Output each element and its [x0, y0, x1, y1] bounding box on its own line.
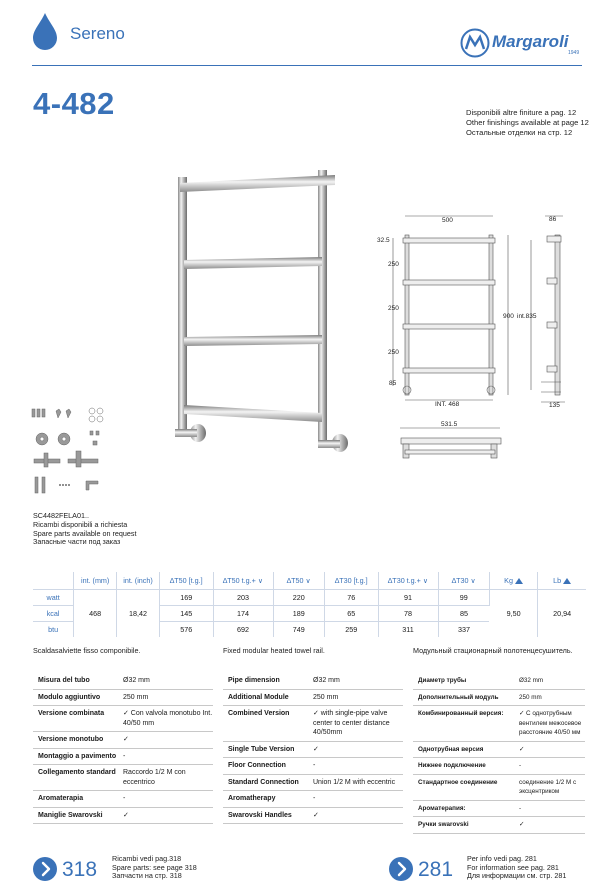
spare-parts-line: Ricambi disponibili a richiesta	[33, 519, 128, 529]
info-page-link[interactable]	[389, 857, 413, 881]
spec-key: Swarovski Handles	[223, 807, 307, 824]
column-header: ∆T30 [t.g.]	[324, 572, 378, 589]
spare-parts-reference	[112, 855, 197, 881]
brand-name: Margaroli	[492, 32, 569, 51]
table-cell: 169	[159, 589, 213, 605]
table-row	[413, 689, 585, 706]
water-drop-icon	[30, 12, 60, 50]
spec-value: Ø32 mm	[513, 673, 585, 689]
spare-parts-illustration	[30, 405, 120, 495]
table-cell: 749	[273, 621, 324, 637]
column-header: ∆T50 [t.g.]	[159, 572, 213, 589]
info-page-number[interactable]: 281	[418, 858, 454, 881]
dim-top-gap: 32.5	[377, 237, 390, 244]
table-row	[223, 791, 403, 808]
spec-table-it	[33, 673, 213, 824]
column-header: int. (mm)	[74, 572, 117, 589]
spec-value: -	[117, 748, 213, 765]
table-row	[223, 706, 403, 742]
spec-value: 250 mm	[117, 689, 213, 706]
spec-value: Ø32 mm	[117, 673, 213, 689]
towel-rail-photo	[170, 165, 360, 465]
spec-value: ✓	[513, 741, 585, 758]
lb-cell: 20,94	[538, 589, 586, 637]
table-row	[33, 673, 213, 689]
spec-key: Single Tube Version	[223, 741, 307, 758]
table-row	[223, 689, 403, 706]
dim-height: 900	[503, 313, 514, 320]
spec-key: Комбинированный версия:	[413, 706, 513, 742]
spec-key: Aromaterapia	[33, 791, 117, 808]
spec-value: соединение 1/2 M с эксцентриком	[513, 774, 585, 800]
table-cell: 145	[159, 605, 213, 621]
table-cell: 220	[273, 589, 324, 605]
spec-key: Additional Module	[223, 689, 307, 706]
spec-value: -	[117, 791, 213, 808]
top-technical-drawing	[395, 420, 505, 465]
table-row	[413, 706, 585, 742]
spec-key: Ручки swarovski	[413, 817, 513, 834]
spec-value: -	[307, 791, 403, 808]
column-header	[33, 572, 74, 589]
table-row	[413, 758, 585, 775]
spec-key: Montaggio a pavimento	[33, 748, 117, 765]
spec-key: Pipe dimension	[223, 673, 307, 689]
performance-table	[33, 572, 586, 637]
spec-title-ru: Модульный стационарный полотенцесушитель.	[413, 646, 573, 655]
lb-label: Lb	[553, 575, 562, 585]
table-row	[223, 758, 403, 775]
model-number: 4-482	[33, 86, 115, 121]
row-label: watt	[33, 589, 74, 605]
int-inch-cell: 18,42	[117, 589, 160, 637]
table-row	[223, 774, 403, 791]
table-cell: 76	[324, 589, 378, 605]
column-header: ∆T50 t.g.+ ∨	[213, 572, 273, 589]
table-row	[33, 748, 213, 765]
spare-parts-page-number[interactable]: 318	[62, 858, 98, 881]
spec-table-ru	[413, 673, 585, 834]
dim-spacing: 250	[388, 305, 399, 312]
table-cell: 576	[159, 621, 213, 637]
row-label: btu	[33, 621, 74, 637]
dim-spacing: 250	[388, 261, 399, 268]
dim-depth: 86	[549, 216, 557, 223]
table-cell: 259	[324, 621, 378, 637]
dim-width: 500	[442, 217, 453, 224]
spec-key: Стандартное соединение	[413, 774, 513, 800]
column-header: ∆T30 ∨	[438, 572, 489, 589]
table-row	[33, 807, 213, 824]
triangle-icon	[563, 578, 571, 584]
triangle-icon	[515, 578, 523, 584]
column-header-lb	[538, 572, 586, 589]
table-row	[223, 741, 403, 758]
front-technical-drawing	[375, 210, 500, 410]
kg-cell: 9,50	[489, 589, 537, 637]
spare-parts-line: Запасные части под заказ	[33, 537, 121, 547]
spec-value: ✓ with single-pipe valve center to center distance 40/50mm	[307, 706, 403, 742]
table-row	[413, 774, 585, 800]
spec-value: -	[513, 800, 585, 817]
table-cell: 65	[324, 605, 378, 621]
spec-title-it: Scaldasalviette fisso componibile.	[33, 646, 141, 655]
table-cell: 692	[213, 621, 273, 637]
table-cell: 91	[378, 589, 438, 605]
footer-line: Для информации см. стр. 281	[467, 871, 567, 881]
spec-key: Floor Connection	[223, 758, 307, 775]
spec-key: Collegamento standard	[33, 765, 117, 791]
dim-total-width: 531.5	[441, 421, 458, 428]
spec-value: ✓	[117, 732, 213, 749]
dim-spacing: 250	[388, 349, 399, 356]
spec-value: ✓	[117, 807, 213, 824]
chevron-right-icon	[389, 857, 413, 881]
brand-emblem-icon	[460, 28, 490, 58]
spec-key: Versione combinata	[33, 706, 117, 732]
spec-key: Ароматерапия:	[413, 800, 513, 817]
footer-line: Ricambi vedi pag.318	[112, 854, 182, 863]
spec-value: ✓	[513, 817, 585, 834]
table-cell: 189	[273, 605, 324, 621]
spec-key: Однотрубная версия	[413, 741, 513, 758]
table-cell: 85	[438, 605, 489, 621]
table-cell: 99	[438, 589, 489, 605]
spec-key: Нижнее подключение	[413, 758, 513, 775]
finishes-line: Other finishings available at page 12	[466, 118, 589, 127]
spec-key: Дополнительный модуль	[413, 689, 513, 706]
footer-line: Per info vedi pag. 281	[467, 854, 537, 863]
footer-line: Spare parts: see page 318	[112, 862, 197, 872]
int-mm-cell: 468	[74, 589, 117, 637]
table-row	[33, 791, 213, 808]
finishes-line: Disponibili altre finiture a pag. 12	[466, 108, 577, 117]
brand-logo	[460, 28, 585, 60]
spec-value: 250 mm	[513, 689, 585, 706]
table-cell: 78	[378, 605, 438, 621]
table-row	[33, 689, 213, 706]
spec-value: ✓	[307, 807, 403, 824]
table-row	[33, 589, 586, 605]
spec-key: Versione monotubo	[33, 732, 117, 749]
spec-value: -	[307, 758, 403, 775]
collection-name: Sereno	[70, 24, 125, 43]
dim-side-bottom: 135	[549, 402, 560, 409]
table-row	[33, 732, 213, 749]
table-row	[413, 817, 585, 834]
spare-parts-code: SC4482FELA01..	[33, 511, 89, 520]
spec-value: ✓ С однотрубным вентилем межосевое расстояние 40/50 мм	[513, 706, 585, 742]
spec-value: Ø32 mm	[307, 673, 403, 689]
header-divider	[32, 65, 582, 66]
finishes-line: Остальные отделки на стр. 12	[466, 128, 573, 137]
spec-table-en	[223, 673, 403, 824]
spec-value: ✓ Con valvola monotubo Int. 40/50 mm	[117, 706, 213, 732]
spec-title-en: Fixed modular heated towel rail.	[223, 646, 325, 655]
spec-value: Union 1/2 M with eccentric	[307, 774, 403, 791]
row-label: kcal	[33, 605, 74, 621]
column-header: int. (inch)	[117, 572, 160, 589]
brand-year: 1949	[568, 50, 580, 56]
spec-value: ✓	[307, 741, 403, 758]
column-header-kg	[489, 572, 537, 589]
spec-key: Combined Version	[223, 706, 307, 742]
spare-parts-page-link[interactable]	[33, 857, 57, 881]
table-cell: 337	[438, 621, 489, 637]
finishes-note	[466, 108, 589, 138]
spec-key: Диаметр трубы	[413, 673, 513, 689]
table-row	[413, 741, 585, 758]
column-header: ∆T30 t.g.+ ∨	[378, 572, 438, 589]
spec-value: 250 mm	[307, 689, 403, 706]
spec-key: Standard Connection	[223, 774, 307, 791]
table-cell: 203	[213, 589, 273, 605]
spec-key: Misura del tubo	[33, 673, 117, 689]
footer-line: Запчасти на стр. 318	[112, 871, 182, 881]
table-row	[33, 765, 213, 791]
table-row	[223, 673, 403, 689]
chevron-right-icon	[33, 857, 57, 881]
table-cell: 311	[378, 621, 438, 637]
table-row	[223, 807, 403, 824]
spare-parts-line: Spare parts available on request	[33, 528, 137, 538]
dim-int-height: int.835	[517, 313, 537, 320]
table-header-row	[33, 572, 586, 589]
dim-bottom: 85	[389, 380, 397, 387]
table-row	[413, 673, 585, 689]
table-row	[33, 706, 213, 732]
footer-line: For information see pag. 281	[467, 862, 559, 872]
spec-key: Modulo aggiuntivo	[33, 689, 117, 706]
kg-label: Kg	[504, 575, 513, 585]
spec-key: Maniglie Swarovski	[33, 807, 117, 824]
spec-key: Aromatherapy	[223, 791, 307, 808]
column-header: ∆T50 ∨	[273, 572, 324, 589]
dim-int-width: INT. 468	[435, 401, 460, 408]
spec-value: -	[513, 758, 585, 775]
side-technical-drawing	[505, 210, 570, 410]
table-row	[413, 800, 585, 817]
info-reference	[467, 855, 566, 881]
spec-value: Raccordo 1/2 M con eccentrico	[117, 765, 213, 791]
spare-parts-note	[33, 512, 137, 547]
table-cell: 174	[213, 605, 273, 621]
